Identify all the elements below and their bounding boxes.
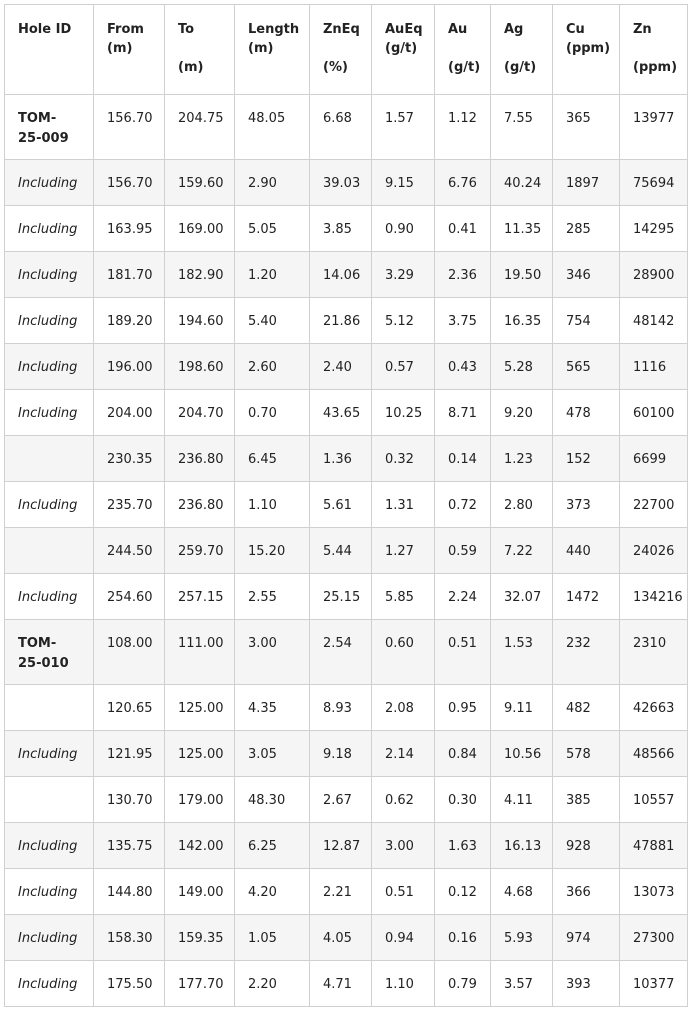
table-row	[5, 436, 688, 482]
hole-id-cell: Including	[5, 823, 94, 869]
value-cell: 0.51	[435, 620, 491, 685]
value-cell: 2.20	[235, 961, 310, 1007]
column-header	[165, 5, 235, 95]
value-cell: 2.55	[235, 574, 310, 620]
value-cell: 0.62	[372, 777, 435, 823]
table-row	[5, 731, 688, 777]
value-cell: 13073	[620, 869, 688, 915]
value-cell: 3.75	[435, 298, 491, 344]
value-cell: 1.12	[435, 95, 491, 160]
value-cell: 134216	[620, 574, 688, 620]
value-cell: 1.23	[491, 436, 553, 482]
value-cell: 10.56	[491, 731, 553, 777]
column-header-line: (%)	[323, 60, 348, 75]
value-cell: 10.25	[372, 390, 435, 436]
column-header-line: AuEq	[385, 22, 423, 37]
value-cell: 578	[553, 731, 620, 777]
value-cell: 1.10	[372, 961, 435, 1007]
table-row	[5, 160, 688, 206]
value-cell: 0.59	[435, 528, 491, 574]
value-cell: 0.79	[435, 961, 491, 1007]
value-cell: 1.36	[310, 436, 372, 482]
value-cell: 4.68	[491, 869, 553, 915]
value-cell: 27300	[620, 915, 688, 961]
value-cell: 1.27	[372, 528, 435, 574]
column-header-line: (g/t)	[504, 60, 537, 75]
table-row	[5, 915, 688, 961]
hole-id-cell	[5, 685, 94, 731]
value-cell: 2.21	[310, 869, 372, 915]
value-cell: 3.29	[372, 252, 435, 298]
value-cell: 181.70	[94, 252, 165, 298]
value-cell: 4.71	[310, 961, 372, 1007]
value-cell: 42663	[620, 685, 688, 731]
column-header-line: (g/t)	[385, 41, 418, 56]
value-cell: 8.93	[310, 685, 372, 731]
table-row	[5, 574, 688, 620]
value-cell: 373	[553, 482, 620, 528]
column-header-line	[633, 39, 687, 58]
value-cell: 1.63	[435, 823, 491, 869]
value-cell: 0.32	[372, 436, 435, 482]
value-cell: 149.00	[165, 869, 235, 915]
value-cell: 2.80	[491, 482, 553, 528]
value-cell: 5.85	[372, 574, 435, 620]
value-cell: 48.05	[235, 95, 310, 160]
hole-id-cell: Including	[5, 915, 94, 961]
value-cell: 12.87	[310, 823, 372, 869]
value-cell: 3.57	[491, 961, 553, 1007]
value-cell: 393	[553, 961, 620, 1007]
table-header	[5, 5, 688, 95]
hole-id-cell: Including	[5, 160, 94, 206]
hole-id-cell: TOM-25-009	[5, 95, 94, 160]
value-cell: 2310	[620, 620, 688, 685]
value-cell: 482	[553, 685, 620, 731]
value-cell: 24026	[620, 528, 688, 574]
column-header-line: To	[178, 22, 195, 37]
column-header-line	[178, 39, 234, 58]
value-cell: 120.65	[94, 685, 165, 731]
column-header-line	[323, 39, 371, 58]
value-cell: 2.08	[372, 685, 435, 731]
value-cell: 48.30	[235, 777, 310, 823]
table-row	[5, 620, 688, 685]
value-cell: 204.70	[165, 390, 235, 436]
value-cell: 4.35	[235, 685, 310, 731]
table-row	[5, 344, 688, 390]
value-cell: 7.55	[491, 95, 553, 160]
column-header-line: Cu	[566, 22, 585, 37]
value-cell: 15.20	[235, 528, 310, 574]
column-header-line: (g/t)	[448, 60, 481, 75]
value-cell: 4.11	[491, 777, 553, 823]
value-cell: 5.61	[310, 482, 372, 528]
table-row	[5, 206, 688, 252]
column-header	[553, 5, 620, 95]
column-header-line: ZnEq	[323, 22, 360, 37]
value-cell: 152	[553, 436, 620, 482]
value-cell: 39.03	[310, 160, 372, 206]
value-cell: 14295	[620, 206, 688, 252]
column-header-line: (ppm)	[566, 41, 611, 56]
value-cell: 0.95	[435, 685, 491, 731]
column-header-line: (m)	[178, 60, 204, 75]
value-cell: 440	[553, 528, 620, 574]
value-cell: 254.60	[94, 574, 165, 620]
hole-id-cell: Including	[5, 252, 94, 298]
column-header	[310, 5, 372, 95]
value-cell: 0.70	[235, 390, 310, 436]
value-cell: 1.53	[491, 620, 553, 685]
value-cell: 142.00	[165, 823, 235, 869]
value-cell: 159.60	[165, 160, 235, 206]
table-row	[5, 95, 688, 160]
hole-id-cell: Including	[5, 869, 94, 915]
value-cell: 7.22	[491, 528, 553, 574]
drill-results-table	[4, 4, 688, 1007]
value-cell: 1472	[553, 574, 620, 620]
value-cell: 236.80	[165, 482, 235, 528]
value-cell: 236.80	[165, 436, 235, 482]
value-cell: 135.75	[94, 823, 165, 869]
hole-id-cell: TOM-25-010	[5, 620, 94, 685]
value-cell: 204.00	[94, 390, 165, 436]
value-cell: 257.15	[165, 574, 235, 620]
value-cell: 22700	[620, 482, 688, 528]
value-cell: 144.80	[94, 869, 165, 915]
value-cell: 121.95	[94, 731, 165, 777]
value-cell: 3.00	[372, 823, 435, 869]
value-cell: 974	[553, 915, 620, 961]
value-cell: 175.50	[94, 961, 165, 1007]
table-row	[5, 390, 688, 436]
value-cell: 2.60	[235, 344, 310, 390]
value-cell: 5.12	[372, 298, 435, 344]
value-cell: 235.70	[94, 482, 165, 528]
column-header-line	[504, 39, 552, 58]
column-header	[372, 5, 435, 95]
value-cell: 13977	[620, 95, 688, 160]
value-cell: 5.28	[491, 344, 553, 390]
value-cell: 156.70	[94, 160, 165, 206]
value-cell: 244.50	[94, 528, 165, 574]
value-cell: 9.18	[310, 731, 372, 777]
value-cell: 928	[553, 823, 620, 869]
value-cell: 0.90	[372, 206, 435, 252]
value-cell: 1.05	[235, 915, 310, 961]
value-cell: 48142	[620, 298, 688, 344]
value-cell: 259.70	[165, 528, 235, 574]
column-header-line	[448, 39, 490, 58]
value-cell: 156.70	[94, 95, 165, 160]
value-cell: 47881	[620, 823, 688, 869]
value-cell: 2.90	[235, 160, 310, 206]
hole-id-cell: Including	[5, 961, 94, 1007]
value-cell: 5.93	[491, 915, 553, 961]
hole-id-cell: Including	[5, 390, 94, 436]
hole-id-cell: Including	[5, 206, 94, 252]
column-header-line: Au	[448, 22, 468, 37]
value-cell: 346	[553, 252, 620, 298]
value-cell: 0.16	[435, 915, 491, 961]
value-cell: 43.65	[310, 390, 372, 436]
value-cell: 478	[553, 390, 620, 436]
value-cell: 40.24	[491, 160, 553, 206]
value-cell: 125.00	[165, 685, 235, 731]
value-cell: 0.60	[372, 620, 435, 685]
hole-id-cell: Including	[5, 482, 94, 528]
hole-id-cell	[5, 777, 94, 823]
value-cell: 0.84	[435, 731, 491, 777]
value-cell: 32.07	[491, 574, 553, 620]
value-cell: 194.60	[165, 298, 235, 344]
value-cell: 0.57	[372, 344, 435, 390]
column-header-line: (m)	[248, 41, 274, 56]
value-cell: 16.13	[491, 823, 553, 869]
value-cell: 2.54	[310, 620, 372, 685]
value-cell: 111.00	[165, 620, 235, 685]
table-row	[5, 961, 688, 1007]
value-cell: 365	[553, 95, 620, 160]
table-row	[5, 823, 688, 869]
value-cell: 5.40	[235, 298, 310, 344]
value-cell: 204.75	[165, 95, 235, 160]
value-cell: 48566	[620, 731, 688, 777]
value-cell: 11.35	[491, 206, 553, 252]
table-row	[5, 482, 688, 528]
value-cell: 4.05	[310, 915, 372, 961]
value-cell: 0.72	[435, 482, 491, 528]
hole-id-cell	[5, 436, 94, 482]
hole-id-cell: Including	[5, 574, 94, 620]
value-cell: 158.30	[94, 915, 165, 961]
value-cell: 232	[553, 620, 620, 685]
value-cell: 1.31	[372, 482, 435, 528]
table-row	[5, 869, 688, 915]
value-cell: 5.44	[310, 528, 372, 574]
value-cell: 60100	[620, 390, 688, 436]
hole-id-cell: Including	[5, 731, 94, 777]
value-cell: 28900	[620, 252, 688, 298]
value-cell: 8.71	[435, 390, 491, 436]
value-cell: 198.60	[165, 344, 235, 390]
value-cell: 366	[553, 869, 620, 915]
value-cell: 0.12	[435, 869, 491, 915]
table-row	[5, 528, 688, 574]
value-cell: 230.35	[94, 436, 165, 482]
column-header	[620, 5, 688, 95]
column-header	[491, 5, 553, 95]
column-header-line: (m)	[107, 41, 133, 56]
value-cell: 10557	[620, 777, 688, 823]
value-cell: 19.50	[491, 252, 553, 298]
value-cell: 2.24	[435, 574, 491, 620]
column-header	[435, 5, 491, 95]
value-cell: 1.10	[235, 482, 310, 528]
value-cell: 130.70	[94, 777, 165, 823]
value-cell: 3.85	[310, 206, 372, 252]
table-body	[5, 95, 688, 1007]
value-cell: 385	[553, 777, 620, 823]
value-cell: 5.05	[235, 206, 310, 252]
value-cell: 2.67	[310, 777, 372, 823]
column-header	[94, 5, 165, 95]
value-cell: 0.30	[435, 777, 491, 823]
hole-id-cell: Including	[5, 344, 94, 390]
value-cell: 0.51	[372, 869, 435, 915]
value-cell: 196.00	[94, 344, 165, 390]
value-cell: 3.05	[235, 731, 310, 777]
value-cell: 285	[553, 206, 620, 252]
table-row	[5, 298, 688, 344]
value-cell: 6699	[620, 436, 688, 482]
value-cell: 2.40	[310, 344, 372, 390]
value-cell: 6.25	[235, 823, 310, 869]
value-cell: 16.35	[491, 298, 553, 344]
value-cell: 9.15	[372, 160, 435, 206]
value-cell: 3.00	[235, 620, 310, 685]
value-cell: 1116	[620, 344, 688, 390]
value-cell: 565	[553, 344, 620, 390]
column-header	[235, 5, 310, 95]
value-cell: 108.00	[94, 620, 165, 685]
value-cell: 1897	[553, 160, 620, 206]
value-cell: 169.00	[165, 206, 235, 252]
value-cell: 9.20	[491, 390, 553, 436]
value-cell: 9.11	[491, 685, 553, 731]
value-cell: 2.14	[372, 731, 435, 777]
value-cell: 14.06	[310, 252, 372, 298]
value-cell: 125.00	[165, 731, 235, 777]
value-cell: 6.76	[435, 160, 491, 206]
value-cell: 0.41	[435, 206, 491, 252]
value-cell: 0.43	[435, 344, 491, 390]
value-cell: 6.68	[310, 95, 372, 160]
value-cell: 189.20	[94, 298, 165, 344]
table-row	[5, 777, 688, 823]
value-cell: 1.57	[372, 95, 435, 160]
column-header	[5, 5, 94, 95]
value-cell: 0.14	[435, 436, 491, 482]
column-header-line: Ag	[504, 22, 524, 37]
column-header-line: Zn	[633, 22, 652, 37]
value-cell: 10377	[620, 961, 688, 1007]
value-cell: 1.20	[235, 252, 310, 298]
value-cell: 75694	[620, 160, 688, 206]
column-header-line: (ppm)	[633, 60, 678, 75]
value-cell: 21.86	[310, 298, 372, 344]
value-cell: 2.36	[435, 252, 491, 298]
hole-id-cell: Including	[5, 298, 94, 344]
value-cell: 182.90	[165, 252, 235, 298]
column-header-line: From	[107, 22, 144, 37]
value-cell: 179.00	[165, 777, 235, 823]
value-cell: 25.15	[310, 574, 372, 620]
value-cell: 159.35	[165, 915, 235, 961]
table-row	[5, 685, 688, 731]
column-header-line: Length	[248, 22, 300, 37]
column-header-line: Hole ID	[18, 22, 72, 37]
value-cell: 4.20	[235, 869, 310, 915]
value-cell: 163.95	[94, 206, 165, 252]
value-cell: 6.45	[235, 436, 310, 482]
value-cell: 177.70	[165, 961, 235, 1007]
table-row	[5, 252, 688, 298]
value-cell: 754	[553, 298, 620, 344]
value-cell: 0.94	[372, 915, 435, 961]
hole-id-cell	[5, 528, 94, 574]
